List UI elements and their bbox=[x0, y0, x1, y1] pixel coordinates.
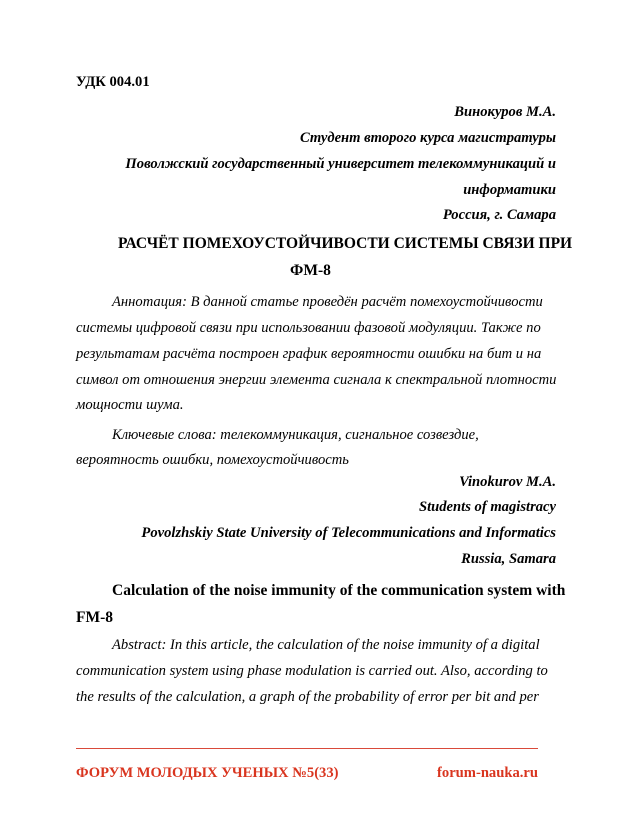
author-affiliation-en: Povolzhskiy State University of Telecommunications and Informatics bbox=[141, 525, 556, 541]
title-en-line1: Calculation of the noise immunity of the communication system with bbox=[112, 582, 566, 599]
abstract-en-line: the results of the calculation, a graph of the probability of error per bit and per bbox=[76, 689, 539, 705]
footer-site-link[interactable]: forum-nauka.ru bbox=[437, 765, 538, 781]
author-name-ru: Винокуров М.А. bbox=[454, 104, 556, 120]
author-location-ru: Россия, г. Самара bbox=[442, 207, 556, 223]
footer-journal-title: ФОРУМ МОЛОДЫХ УЧЕНЫХ №5(33) bbox=[76, 765, 339, 781]
udk-code: УДК 004.01 bbox=[76, 74, 150, 90]
author-location-en: Russia, Samara bbox=[461, 551, 556, 567]
abstract-ru-line: мощности шума. bbox=[76, 397, 184, 413]
title-ru-line1: РАСЧЁТ ПОМЕХОУСТОЙЧИВОСТИ СИСТЕМЫ СВЯЗИ ПРИ bbox=[118, 235, 573, 252]
author-affiliation-ru-1: Поволжский государственный университет телекоммуникаций и bbox=[125, 156, 556, 172]
title-ru-line2: ФМ-8 bbox=[290, 262, 331, 279]
author-name-en: Vinokurov M.A. bbox=[459, 474, 556, 490]
abstract-ru-line: символ от отношения энергии элемента сигнала к спектральной плотности bbox=[76, 372, 557, 388]
author-position-ru: Студент второго курса магистратуры bbox=[299, 130, 556, 146]
author-position-en: Students of magistracy bbox=[418, 499, 556, 515]
abstract-ru-line: Аннотация: В данной статье проведён расчёт помехоустойчивости bbox=[112, 294, 543, 310]
abstract-ru-line: системы цифровой связи при использовании фазовой модуляции. Также по bbox=[76, 320, 541, 336]
abstract-ru-line: результатам расчёта построен график вероятности ошибки на бит и на bbox=[76, 346, 542, 362]
abstract-en-line: communication system using phase modulation is carried out. Also, according to bbox=[76, 663, 548, 679]
footer-divider bbox=[76, 748, 538, 749]
abstract-en-line: Abstract: In this article, the calculation of the noise immunity of a digital bbox=[112, 637, 540, 653]
keywords-ru-line: Ключевые слова: телекоммуникация, сигнальное созвездие, bbox=[112, 427, 479, 443]
author-affiliation-ru-2: информатики bbox=[463, 182, 556, 198]
title-en-line2: FM-8 bbox=[76, 609, 114, 626]
keywords-ru-line: вероятность ошибки, помехоустойчивость bbox=[76, 452, 349, 468]
